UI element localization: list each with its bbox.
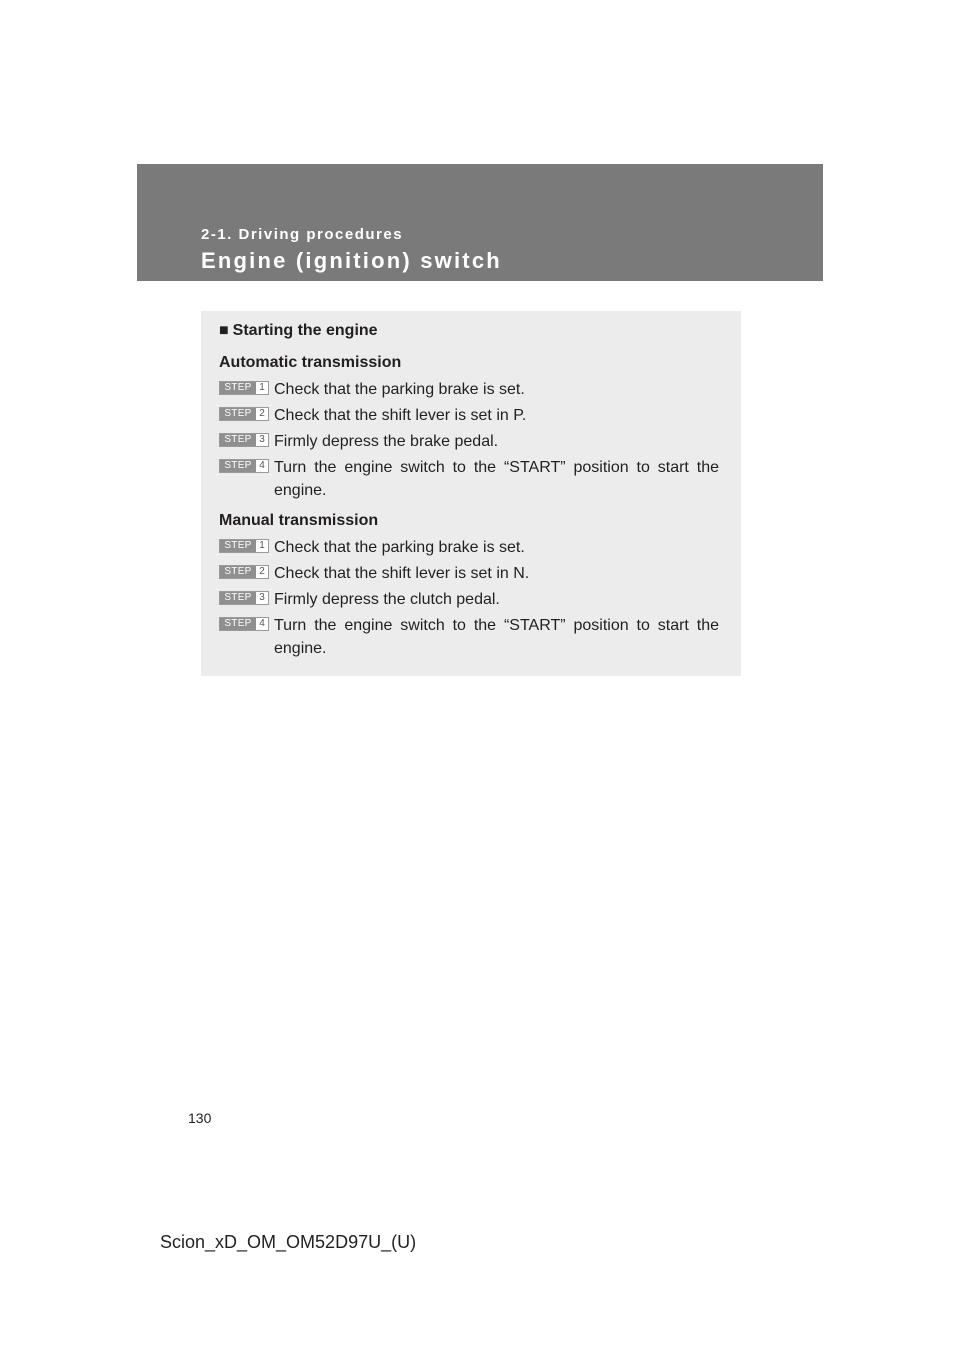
automatic-step-1 bbox=[219, 378, 719, 401]
step-badge-icon: STEP 3 bbox=[219, 433, 269, 447]
header-band bbox=[137, 164, 823, 281]
step-badge-icon: STEP 3 bbox=[219, 591, 269, 605]
step-text: Check that the shift lever is set in N. bbox=[274, 565, 530, 582]
box-heading-text: Starting the engine bbox=[232, 322, 378, 339]
manual-step-2 bbox=[219, 562, 719, 585]
step-text: Turn the engine switch to the “START” position to start the engine. bbox=[274, 459, 719, 499]
automatic-step-3 bbox=[219, 430, 719, 453]
step-badge-icon: STEP 1 bbox=[219, 539, 269, 553]
manual-step-1 bbox=[219, 536, 719, 559]
automatic-step-4 bbox=[219, 456, 719, 502]
page-title: Engine (ignition) switch bbox=[201, 248, 502, 273]
page-number: 130 bbox=[188, 1110, 212, 1126]
section-label: 2-1. Driving procedures bbox=[201, 226, 404, 243]
automatic-transmission-heading: Automatic transmission bbox=[219, 354, 402, 371]
step-badge-icon: STEP 2 bbox=[219, 565, 269, 579]
automatic-step-2 bbox=[219, 404, 719, 427]
step-text: Firmly depress the brake pedal. bbox=[274, 433, 499, 450]
manual-step-3 bbox=[219, 588, 719, 611]
step-badge-icon: STEP 1 bbox=[219, 381, 269, 395]
step-text: Check that the parking brake is set. bbox=[274, 381, 525, 398]
step-text: Turn the engine switch to the “START” position to start the engine. bbox=[274, 617, 719, 657]
manual-transmission-heading: Manual transmission bbox=[219, 512, 379, 529]
step-badge-icon: STEP 4 bbox=[219, 459, 269, 473]
document-id: Scion_xD_OM_OM52D97U_(U) bbox=[160, 1232, 417, 1252]
square-bullet-icon: ■ bbox=[219, 322, 229, 339]
step-text: Check that the shift lever is set in P. bbox=[274, 407, 527, 424]
step-text: Check that the parking brake is set. bbox=[274, 539, 525, 556]
step-text: Firmly depress the clutch pedal. bbox=[274, 591, 500, 608]
starting-engine-box bbox=[201, 311, 741, 676]
manual-step-4 bbox=[219, 614, 719, 660]
step-badge-icon: STEP 2 bbox=[219, 407, 269, 421]
step-badge-icon: STEP 4 bbox=[219, 617, 269, 631]
box-heading bbox=[219, 322, 378, 340]
